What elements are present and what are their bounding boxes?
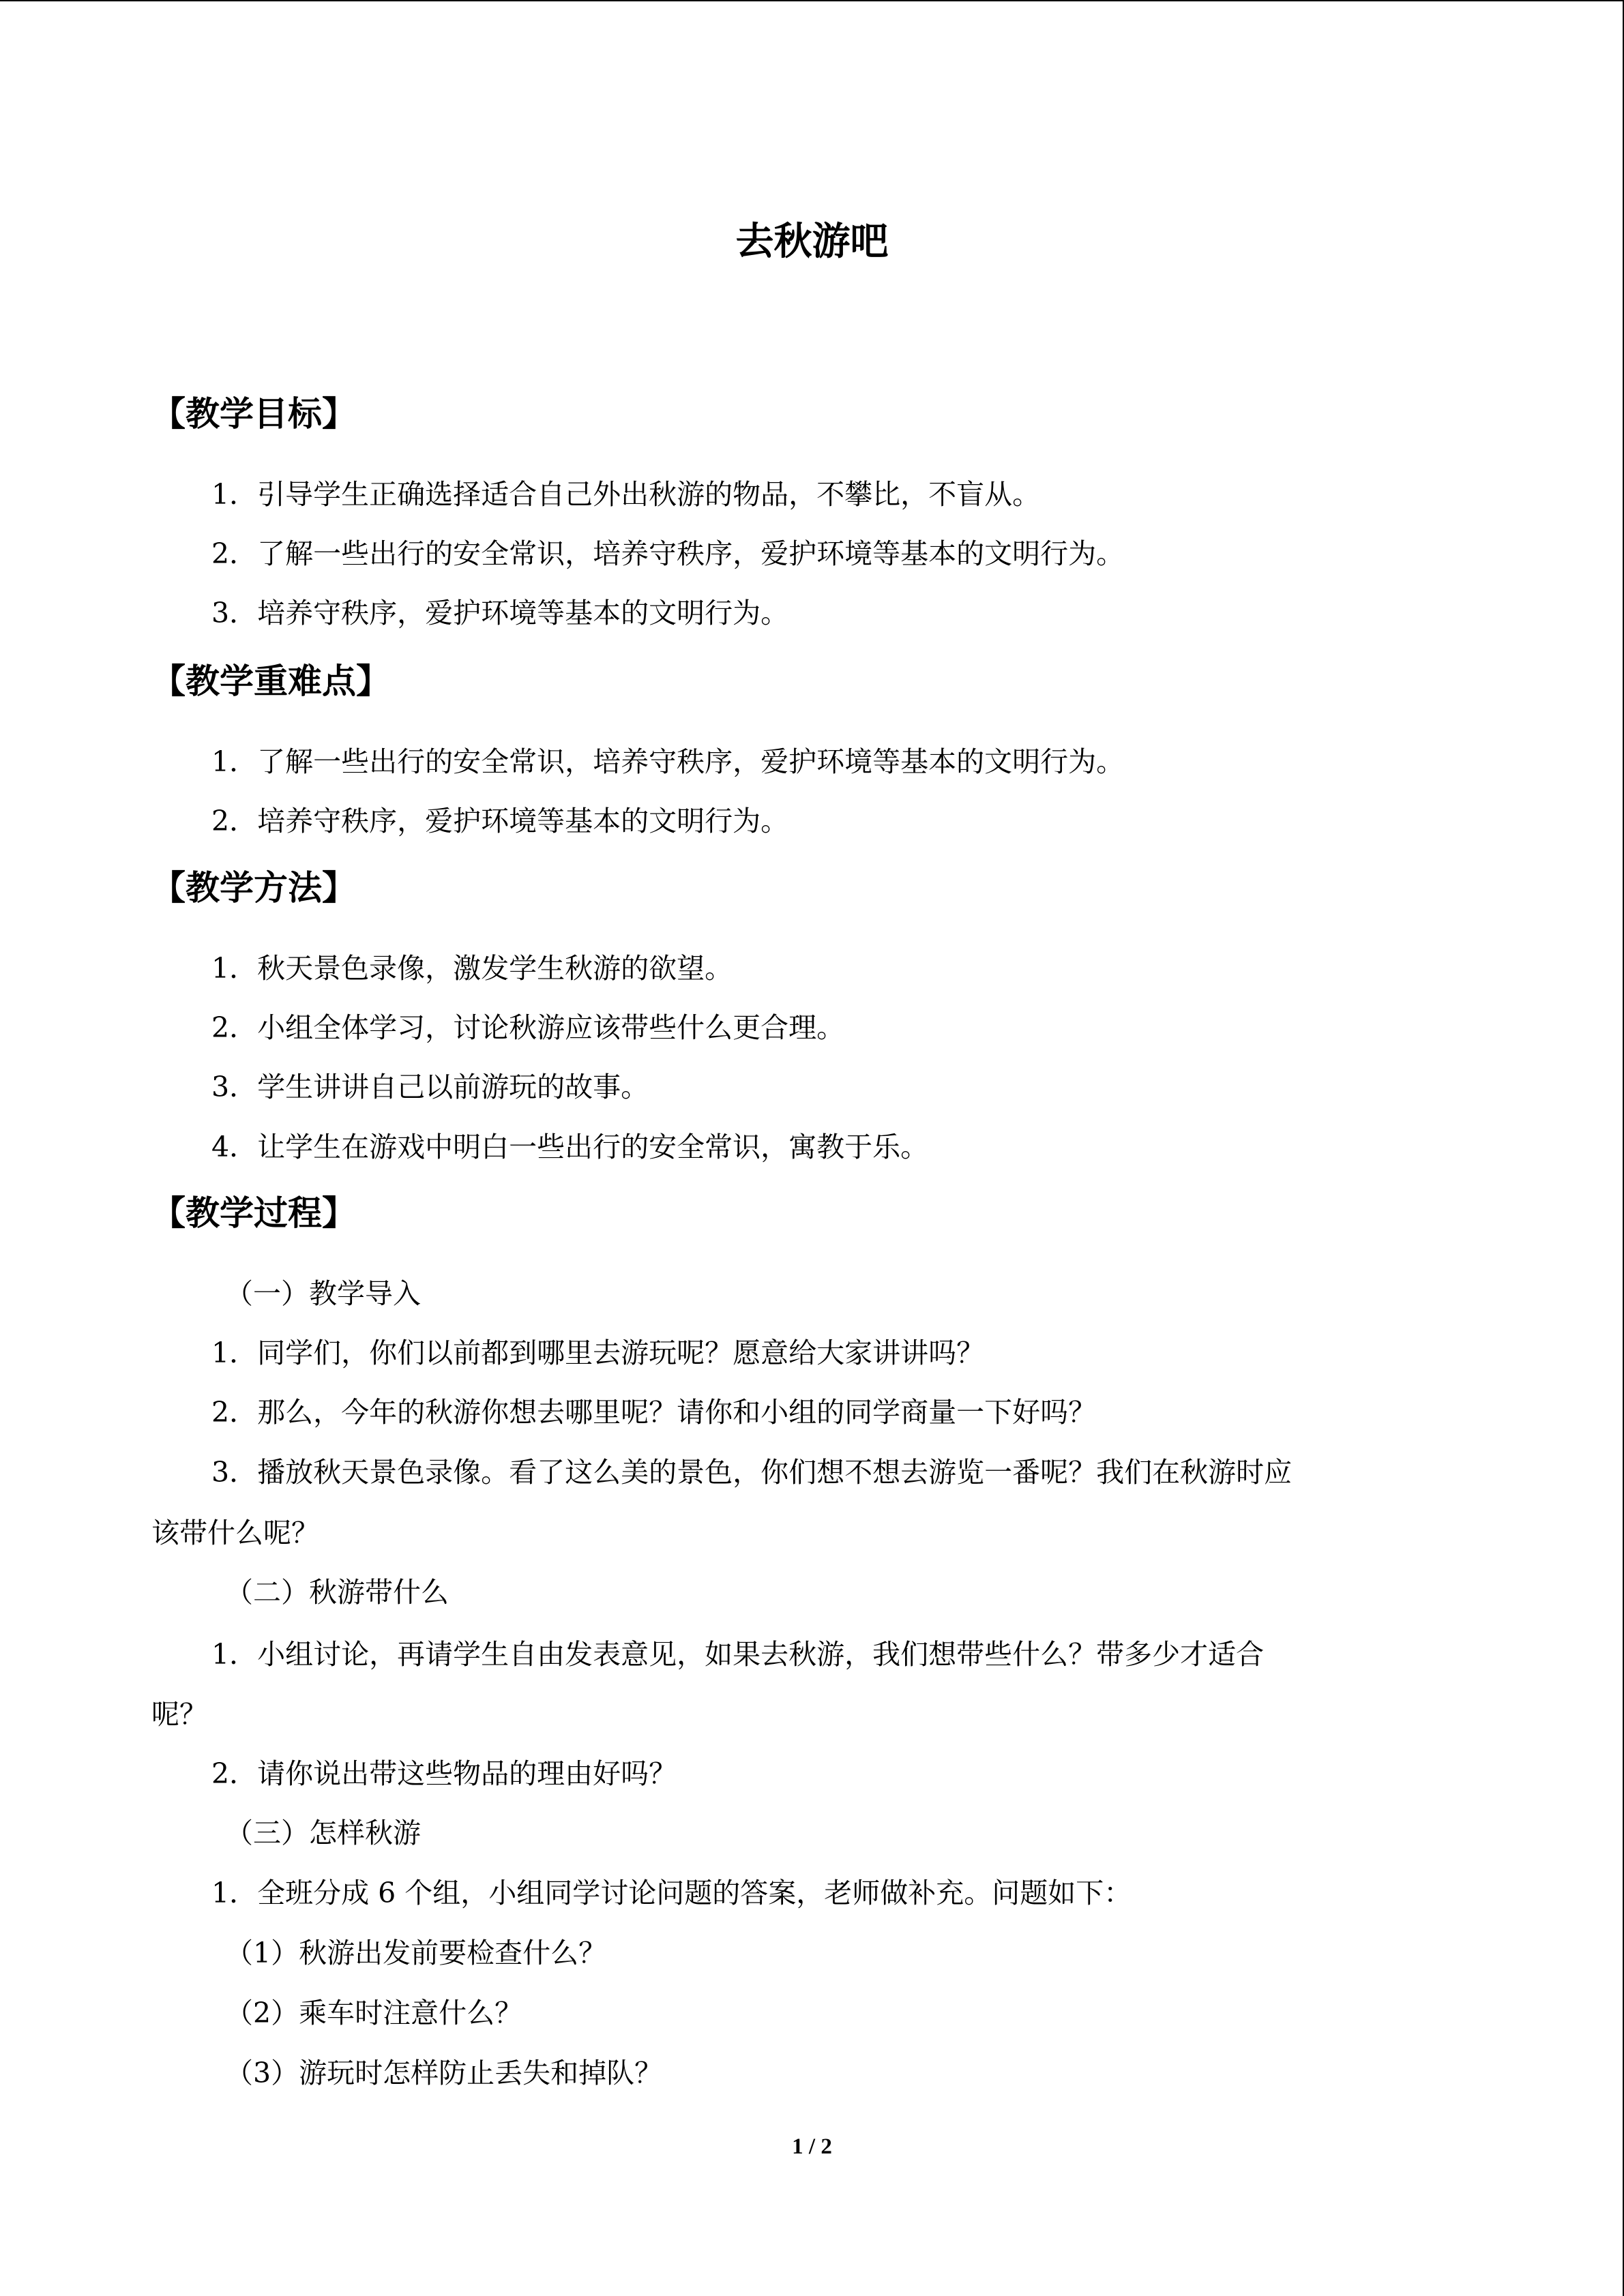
heading-goals: 【教学目标】: [151, 394, 356, 434]
process-part1-item-3-cont: 该带什么呢？: [151, 1517, 319, 1549]
method-item-1: 1．秋天景色录像，激发学生秋游的欲望。: [211, 952, 733, 985]
process-part1-item-1: 1．同学们，你们以前都到哪里去游玩呢？愿意给大家讲讲吗？: [211, 1337, 985, 1369]
heading-key-points: 【教学重难点】: [151, 661, 390, 701]
process-part1-title: （一）教学导入: [225, 1277, 421, 1310]
process-part3-title: （三）怎样秋游: [225, 1817, 421, 1849]
key-point-item-1: 1．了解一些出行的安全常识，培养守秩序，爱护环境等基本的文明行为。: [211, 745, 1125, 778]
goal-item-2: 2．了解一些出行的安全常识，培养守秩序，爱护环境等基本的文明行为。: [211, 537, 1125, 570]
method-item-2: 2．小组全体学习，讨论秋游应该带些什么更合理。: [211, 1011, 845, 1044]
process-part2-title: （二）秋游带什么: [225, 1576, 449, 1609]
page-number: 1 / 2: [792, 2134, 832, 2159]
process-part3-question-1: （1）秋游出发前要检查什么？: [225, 1937, 607, 1969]
process-part2-item-2: 2．请你说出带这些物品的理由好吗？: [211, 1757, 677, 1790]
process-part3-item-1: 1．全班分成 6 个组，小组同学讨论问题的答案，老师做补充。问题如下：: [211, 1877, 1132, 1909]
goal-item-1: 1．引导学生正确选择适合自己外出秋游的物品，不攀比，不盲从。: [211, 478, 1041, 511]
goal-item-3: 3．培养守秩序，爱护环境等基本的文明行为。: [211, 597, 789, 629]
heading-methods: 【教学方法】: [151, 868, 356, 908]
document-title: 去秋游吧: [735, 220, 889, 264]
process-part3-question-3: （3）游玩时怎样防止丢失和掉队？: [225, 2057, 663, 2089]
process-part1-item-2: 2．那么，今年的秋游你想去哪里呢？请你和小组的同学商量一下好吗？: [211, 1396, 1097, 1429]
process-part2-item-1-cont: 呢？: [151, 1698, 207, 1731]
method-item-3: 3．学生讲讲自己以前游玩的故事。: [211, 1071, 649, 1103]
process-part3-question-2: （2）乘车时注意什么？: [225, 1997, 523, 2029]
method-item-4: 4．让学生在游戏中明白一些出行的安全常识，寓教于乐。: [211, 1131, 929, 1163]
process-part1-item-3: 3．播放秋天景色录像。看了这么美的景色，你们想不想去游览一番呢？我们在秋游时应: [211, 1456, 1293, 1489]
key-point-item-2: 2．培养守秩序，爱护环境等基本的文明行为。: [211, 805, 789, 837]
heading-process: 【教学过程】: [151, 1193, 356, 1233]
process-part2-item-1: 1．小组讨论，再请学生自由发表意见，如果去秋游，我们想带些什么？带多少才适合: [211, 1638, 1265, 1671]
